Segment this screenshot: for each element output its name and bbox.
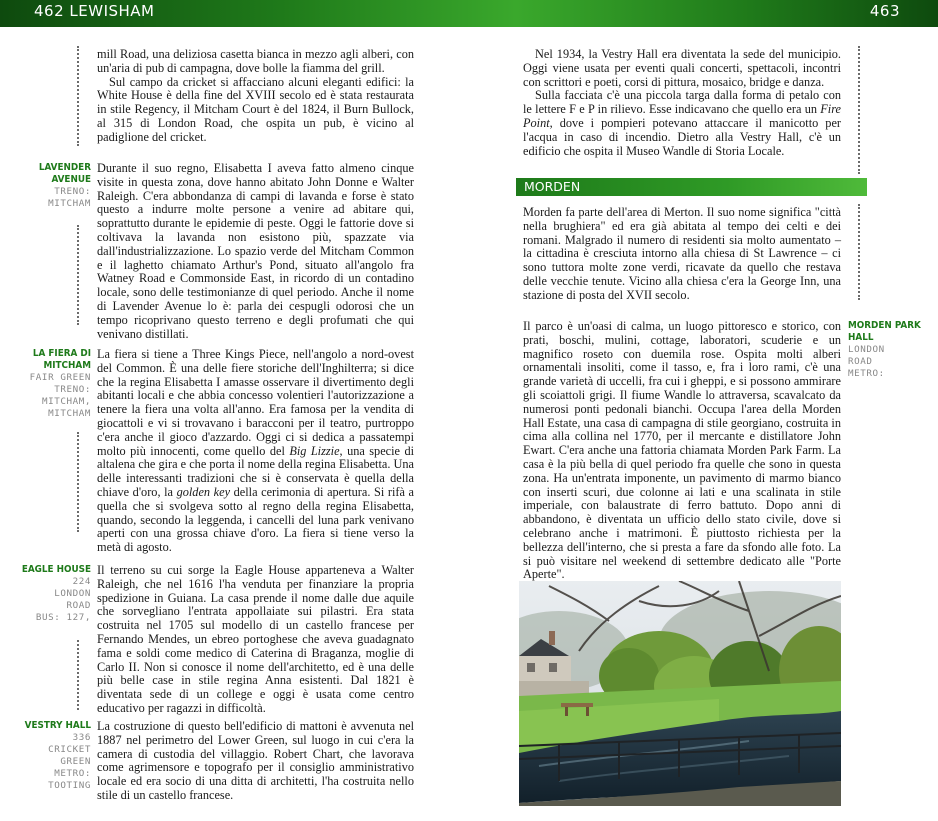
- sidebar-vestry-hall: [4, 720, 91, 792]
- body-paragraph: La costruzione di questo bell'edificio di mattoni è avvenuta nel 1887 nel perimetro del Lower Green, sul luogo in cui c'era la camera di custodia del villaggio. Robert Chart, che lavorava come agrimensore e topografo per il consiglio amministrativo locale ed era socio di una ditta di architetti, l'ha costruita nello stile di un castello francese.: [97, 719, 414, 802]
- page-number-right: 463: [869, 2, 900, 20]
- morden-intro: [523, 206, 841, 303]
- sidebar-title: EAGLE HOUSE: [21, 564, 91, 575]
- body-paragraph: [97, 348, 414, 555]
- sidebar-info: TOOTING: [48, 780, 91, 791]
- fiera-section: [97, 348, 414, 555]
- italic-term: Fire Point: [523, 102, 841, 130]
- text-run: , una specie di altalena che gira e che porta il nome della regina Elisabetta. Una delle interessanti tradizioni che si è conservata è quella della chiave d'oro, la: [97, 443, 415, 499]
- text-run: della cerimonia di apertura. Si rifà a quella che si svolgeva sotto al regno della regina Elisabetta, quando, secondo la leggenda, i cancelli del luna park venivano aperti con una grossa chiave d'oro. La fiera si tiene verso la metà di agosto.: [97, 484, 415, 555]
- body-paragraph: Durante il suo regno, Elisabetta I aveva fatto almeno cinque visite in questa zona, dove hanno abitato John Donne e Walter Raleigh. C'era abbondanza di campi di lavanda e forse è stato questo a indurre molte persone a venire ad abitare qui, soprattutto durante le epidemie di peste. Oggi le fattorie dove si coltivava la lavanda non esistono più, spazzate via dall'industrializzazione. Lo spazio verde del Mitcham Common e il laghetto chiamato Arthur's Pond, situato all'angolo fra Watney Road e Commonside East, in ricordo di un contadino locale, sono delle testimonianze di quel periodo. Anche il nome di Lavender Avenue lo è: parla dei cespugli odorosi che un tempo ricoprivano questo terreno e degli profumati che qui venivano distillati.: [97, 161, 414, 341]
- sidebar-title: LAVENDER AVENUE: [38, 162, 91, 185]
- text-run: , dove i pompieri potevano attaccare il manicotto per l'acqua in caso di incendio. Dietro alla Vestry Hall, c'è un edificio che ospita il Museo Wandle di Storia Locale.: [523, 115, 841, 158]
- sidebar-info: TRENO:: [54, 384, 91, 395]
- italic-term: Big Lizzie: [289, 443, 340, 458]
- park-photo-illustration: [519, 581, 841, 806]
- sidebar-title: VESTRY HALL: [24, 720, 91, 731]
- eagle-section: [97, 564, 414, 716]
- sidebar-morden-park-hall: [848, 320, 936, 380]
- body-paragraph: Il parco è un'oasi di calma, un luogo pittoresco e storico, con prati, boschi, mulini, cottage, laboratori, scuderie e un magnifico roseto con duemila rose. Ospita molti alberi ornamentali insoliti, come il tasso, e, fra i loro rami, c'è una grande varietà di uccelli, fra cui i gheppi, e si possono ammirare gli scoiattoli grigi. Il fiume Wandle lo attraversa, scavalcato da numerosi ponti pedonali bianchi. Occupa l'area della Morden Hall Estate, una casa di campagna di stile georgiano, costruita in cima alla collina nel 1770, per il mercante e distillatore John Ewart. C'era anche una fattoria chiamata Morden Park Farm. La casa è la più bella di quel periodo fra quelle che sono in questa zona. Ha un'entrata imponente, un pavimento di marmo bianco con inserti scuri, due colonne ai lati e una scalinata in stile imperiale, con balaustrate di ferro battuto. Dopo anni di abbandono, è diventata un ufficio dello stato civile, dove si celebrano anche i matrimoni. È piuttosto richiesta per la bellezza dell'interno, che si presta a fare da sfondo alle foto. La si può visitare nel weekend di settembre dedicato alle "Porte Aperte".: [523, 319, 841, 582]
- park-photo: [519, 581, 841, 806]
- sidebar-info: BUS: 127,: [35, 612, 91, 623]
- lavender-section: [97, 162, 414, 341]
- sidebar-info: CRICKET: [48, 744, 91, 755]
- sidebar-info: FAIR GREEN: [29, 372, 91, 383]
- sidebar-info: TRENO:: [54, 186, 91, 197]
- sidebar-info: ROAD: [848, 356, 873, 367]
- page-header-bar: [0, 0, 938, 27]
- italic-term: golden key: [176, 484, 231, 499]
- sidebar-eagle-house: [4, 564, 91, 624]
- dotted-rule: [77, 225, 79, 325]
- morden-park-section: [523, 320, 841, 582]
- sidebar-lavender-avenue: [4, 162, 91, 210]
- body-paragraph: Il terreno su cui sorge la Eagle House apparteneva a Walter Raleigh, che nel 1616 l'ha venduta per finanziare la propria spedizione in Guiana. La casa prende il nome dalle due aquile che sorvegliano l'entrata appollaiate sui pilastri. Era stata costruita nel 1705 sul modello di un castello francese per Fernando Mendes, un ebreo portoghese che aveva guadagnato fama e soldi come medico di Caterina di Braganza, moglie di Carlo II. Non si conosce il nome dell'architetto, ed è una delle più belle case in stile regina Anna esistenti. Dal 1821 è diventata sede di un college e oggi è usata come centro educativo per ragazzi in difficoltà.: [97, 563, 414, 715]
- body-paragraph: [523, 89, 841, 158]
- body-paragraph: Nel 1934, la Vestry Hall era diventata la sede del municipio. Oggi viene usata per eventi quali concerti, spettacoli, incontri con scrittori e poeti, corsi di pittura, mosaico, bridge e danza.: [523, 47, 841, 89]
- sidebar-info: MITCHAM: [48, 408, 91, 419]
- intro-section: [97, 48, 414, 145]
- sidebar-info: MITCHAM,: [41, 396, 91, 407]
- right-column-top: [523, 48, 841, 158]
- sidebar-info: 336: [72, 732, 91, 743]
- body-paragraph: Sul campo da cricket si affacciano alcuni eleganti edifici: la White House è della fine del XVIII secolo ed è stata restaurata in stile Regency, il Mitcham Court è del 1824, il Burn Bullock, al 315 di London Road, che ospita un pub, è vicino al padiglione del cricket.: [97, 74, 414, 144]
- vestry-section: [97, 720, 414, 803]
- body-paragraph: mill Road, una deliziosa casetta bianca in mezzo agli alberi, con un'aria di pub di campagna, dove bolle la fiamma del grill.: [97, 47, 414, 75]
- dotted-rule: [77, 46, 79, 146]
- dotted-rule: [77, 432, 79, 532]
- running-head-left: 462 LEWISHAM: [34, 2, 155, 20]
- sidebar-info: METRO:: [54, 768, 91, 779]
- sidebar-info: ROAD: [66, 600, 91, 611]
- sidebar-info: 224: [72, 576, 91, 587]
- sidebar-title: MORDEN PARK HALL: [848, 320, 921, 343]
- sidebar-info: METRO:: [848, 368, 885, 379]
- dotted-rule: [77, 640, 79, 710]
- sidebar-info: LONDON: [848, 344, 885, 355]
- text-run: Sulla facciata c'è una piccola targa dalla forma di petalo con le lettere F e P in rilievo. Esse indicavano che quello era un: [523, 88, 841, 117]
- sidebar-info: LONDON: [54, 588, 91, 599]
- sidebar-la-fiera: [4, 348, 91, 420]
- sidebar-info: GREEN: [60, 756, 91, 767]
- sidebar-info: MITCHAM: [48, 198, 91, 209]
- dotted-rule: [858, 204, 860, 300]
- section-banner-morden: MORDEN: [516, 178, 867, 196]
- text-run: La fiera si tiene a Three Kings Piece, nell'angolo a nord-ovest del Common. È una delle fiere storiche dell'Inghilterra; si dice che la regina Elisabetta I amasse osservare il divertimento degli abitanti locali e che abbia concesso volentieri l'autorizzazione a tenere la fiera una volta all'anno. Era famosa per la vendita di giocattoli e vi si trovavano i baracconi per il teatro, purtroppo c'era anche il gioco d'azzardo. Oggi ci si dedica a passatempi molto più innocenti, come quello del: [97, 347, 414, 458]
- dotted-rule: [858, 46, 860, 174]
- body-paragraph: Morden fa parte dell'area di Merton. Il suo nome significa "città nella brughiera" ed era già abitata al tempo dei celti e dei romani. Malgrado il numero di residenti sia molto aumentato – la cittadina è cresciuta intorno alla chiesa di St Lawrence – ci sono tuttora molte zone verdi, ricavate da quello che restava delle vecchie tenute. Vicino alla chiesa c'era la George Inn, una stazione di posta del XVII secolo.: [523, 205, 841, 302]
- sidebar-title: LA FIERA DI MITCHAM: [32, 348, 91, 371]
